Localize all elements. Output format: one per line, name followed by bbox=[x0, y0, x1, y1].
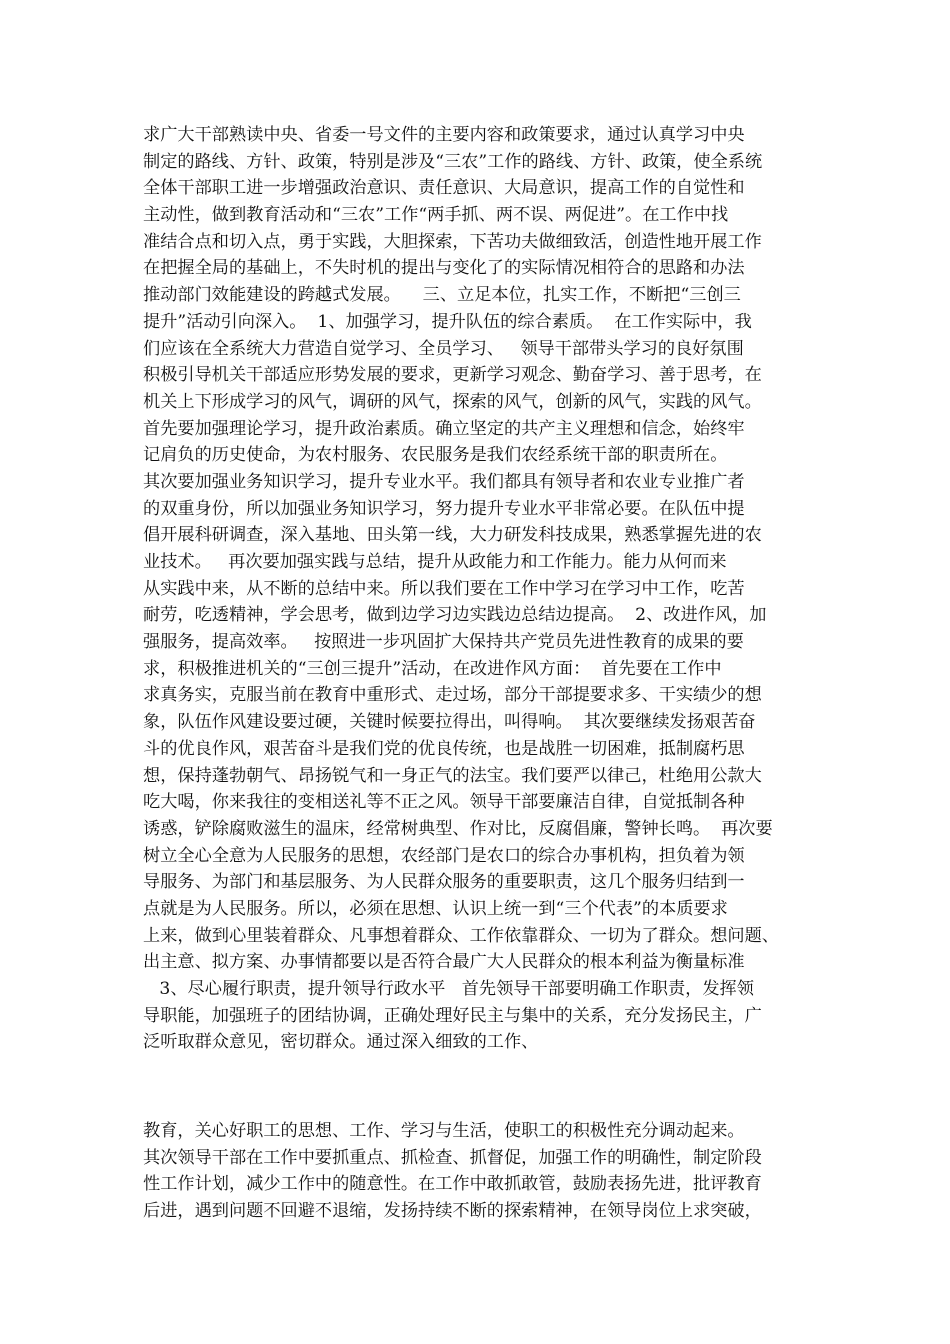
text-line: 耐劳，吃透精神，学会思考，做到边学习边实践边总结边提高。 2、改进作风，加 bbox=[143, 605, 767, 626]
text-line: 求广大干部熟读中央、省委一号文件的主要内容和政策要求，通过认真学习中央 bbox=[143, 125, 745, 145]
text-line: 准结合点和切入点，勇于实践，大胆探索，下苦功夫做细致活，创造性地开展工作 bbox=[143, 231, 762, 252]
text-line: 制定的路线、方针、政策，特别是涉及“三农”工作的路线、方针、政策，使全系统 bbox=[143, 151, 763, 172]
text-line: 推动部门效能建设的跨越式发展。 三、立足本位，扎实工作，不断把“三创三 bbox=[143, 285, 741, 306]
text-line: 全体干部职工进一步增强政治意识、责任意识、大局意识，提高工作的自觉性和 bbox=[143, 178, 745, 199]
text-line: 倡开展科研调查，深入基地、田头第一线，大力研发科技成果，熟悉掌握先进的农 bbox=[143, 525, 762, 546]
text-line: 的双重身份，所以加强业务知识学习，努力提升专业水平非常必要。在队伍中提 bbox=[143, 498, 745, 519]
text-line: 强服务，提高效率。 按照进一步巩固扩大保持共产党员先进性教育的成果的要 bbox=[143, 632, 744, 653]
text-line: 主动性，做到教育活动和“三农”工作“两手抓、两不误、两促进”。在工作中找 bbox=[143, 205, 729, 226]
text-line: 后进，遇到问题不回避不退缩，发扬持续不断的探索精神，在领导岗位上求突破， bbox=[143, 1201, 762, 1222]
text-line: 首先要加强理论学习，提升政治素质。确立坚定的共产主义理想和信念，始终牢 bbox=[143, 418, 745, 439]
text-line: 性工作计划，减少工作中的随意性。在工作中敢抓敢管，鼓励表扬先进，批评教育 bbox=[143, 1174, 762, 1195]
text-line: 教育，关心好职工的思想、工作、学习与生活，使职工的积极性充分调动起来。 bbox=[143, 1121, 745, 1141]
text-line: 求，积极推进机关的“三创三提升”活动，在改进作风方面： 首先要在工作中 bbox=[143, 658, 722, 679]
text-line: 斗的优良作风，艰苦奋斗是我们党的优良传统，也是战胜一切困难，抵制腐朽思 bbox=[143, 738, 745, 759]
text-block-upper bbox=[143, 122, 823, 1056]
text-line: 其次要加强业务知识学习，提升专业水平。我们都具有领导者和农业专业推广者 bbox=[143, 471, 745, 492]
text-line: 导服务、为部门和基层服务、为人民群众服务的重要职责，这几个服务归结到一 bbox=[143, 872, 745, 893]
text-line: 3、尽心履行职责，提升领导行政水平 首先领导干部要明确工作职责，发挥领 bbox=[143, 979, 754, 999]
text-line: 积极引导机关干部适应形势发展的要求，更新学习观念、勤奋学习、善于思考，在 bbox=[143, 365, 762, 386]
text-line: 象，队伍作风建设要过硬，关键时候要拉得出，叫得响。 其次要继续发扬艰苦奋 bbox=[143, 712, 756, 733]
text-line: 提升”活动引向深入。 1、加强学习，提升队伍的综合素质。 在工作实际中，我 bbox=[143, 311, 752, 332]
text-line: 导职能，加强班子的团结协调，正确处理好民主与集中的关系，充分发扬民主，广 bbox=[143, 1005, 762, 1026]
text-line: 想，保持蓬勃朝气、昂扬锐气和一身正气的法宝。我们要严以律己，杜绝用公款大 bbox=[143, 765, 762, 786]
text-line: 吃大喝，你来我往的变相送礼等不正之风。领导干部要廉洁自律，自觉抵制各种 bbox=[143, 792, 745, 813]
text-line: 们应该在全系统大力营造自觉学习、全员学习、 领导干部带头学习的良好氛围 bbox=[143, 338, 744, 359]
text-line: 出主意、拟方案、办事情都要以是否符合最广大人民群众的根本利益为衡量标准 bbox=[143, 952, 745, 973]
text-line: 机关上下形成学习的风气，调研的风气，探索的风气，创新的风气，实践的风气。 bbox=[143, 391, 762, 412]
text-line: 泛听取群众意见，密切群众。通过深入细致的工作、 bbox=[143, 1032, 539, 1053]
text-line: 上来，做到心里装着群众、凡事想着群众、工作依靠群众、一切为了群众。想问题、 bbox=[143, 925, 779, 946]
text-block-lower bbox=[143, 1118, 823, 1225]
text-line: 点就是为人民服务。所以，必须在思想、认识上统一到“三个代表”的本质要求 bbox=[143, 898, 728, 919]
text-line: 记肩负的历史使命，为农村服务、农民服务是我们农经系统干部的职责所在。 bbox=[143, 445, 728, 466]
text-line: 树立全心全意为人民服务的思想，农经部门是农口的综合办事机构，担负着为领 bbox=[143, 845, 745, 866]
text-line: 从实践中来，从不断的总结中来。所以我们要在工作中学习在学习中工作，吃苦 bbox=[143, 578, 745, 599]
text-line: 业技术。 再次要加强实践与总结，提升从政能力和工作能力。能力从何而来 bbox=[143, 552, 727, 572]
text-line: 求真务实，克服当前在教育中重形式、走过场，部分干部提要求多、干实绩少的想 bbox=[143, 685, 762, 706]
text-line: 诱惑，铲除腐败滋生的温床，经常树典型、作对比，反腐倡廉，警钟长鸣。 再次要 bbox=[143, 818, 773, 839]
text-line: 其次领导干部在工作中要抓重点、抓检查、抓督促，加强工作的明确性，制定阶段 bbox=[143, 1147, 762, 1168]
text-line: 在把握全局的基础上，不失时机的提出与变化了的实际情况相符合的思路和办法 bbox=[143, 258, 745, 279]
